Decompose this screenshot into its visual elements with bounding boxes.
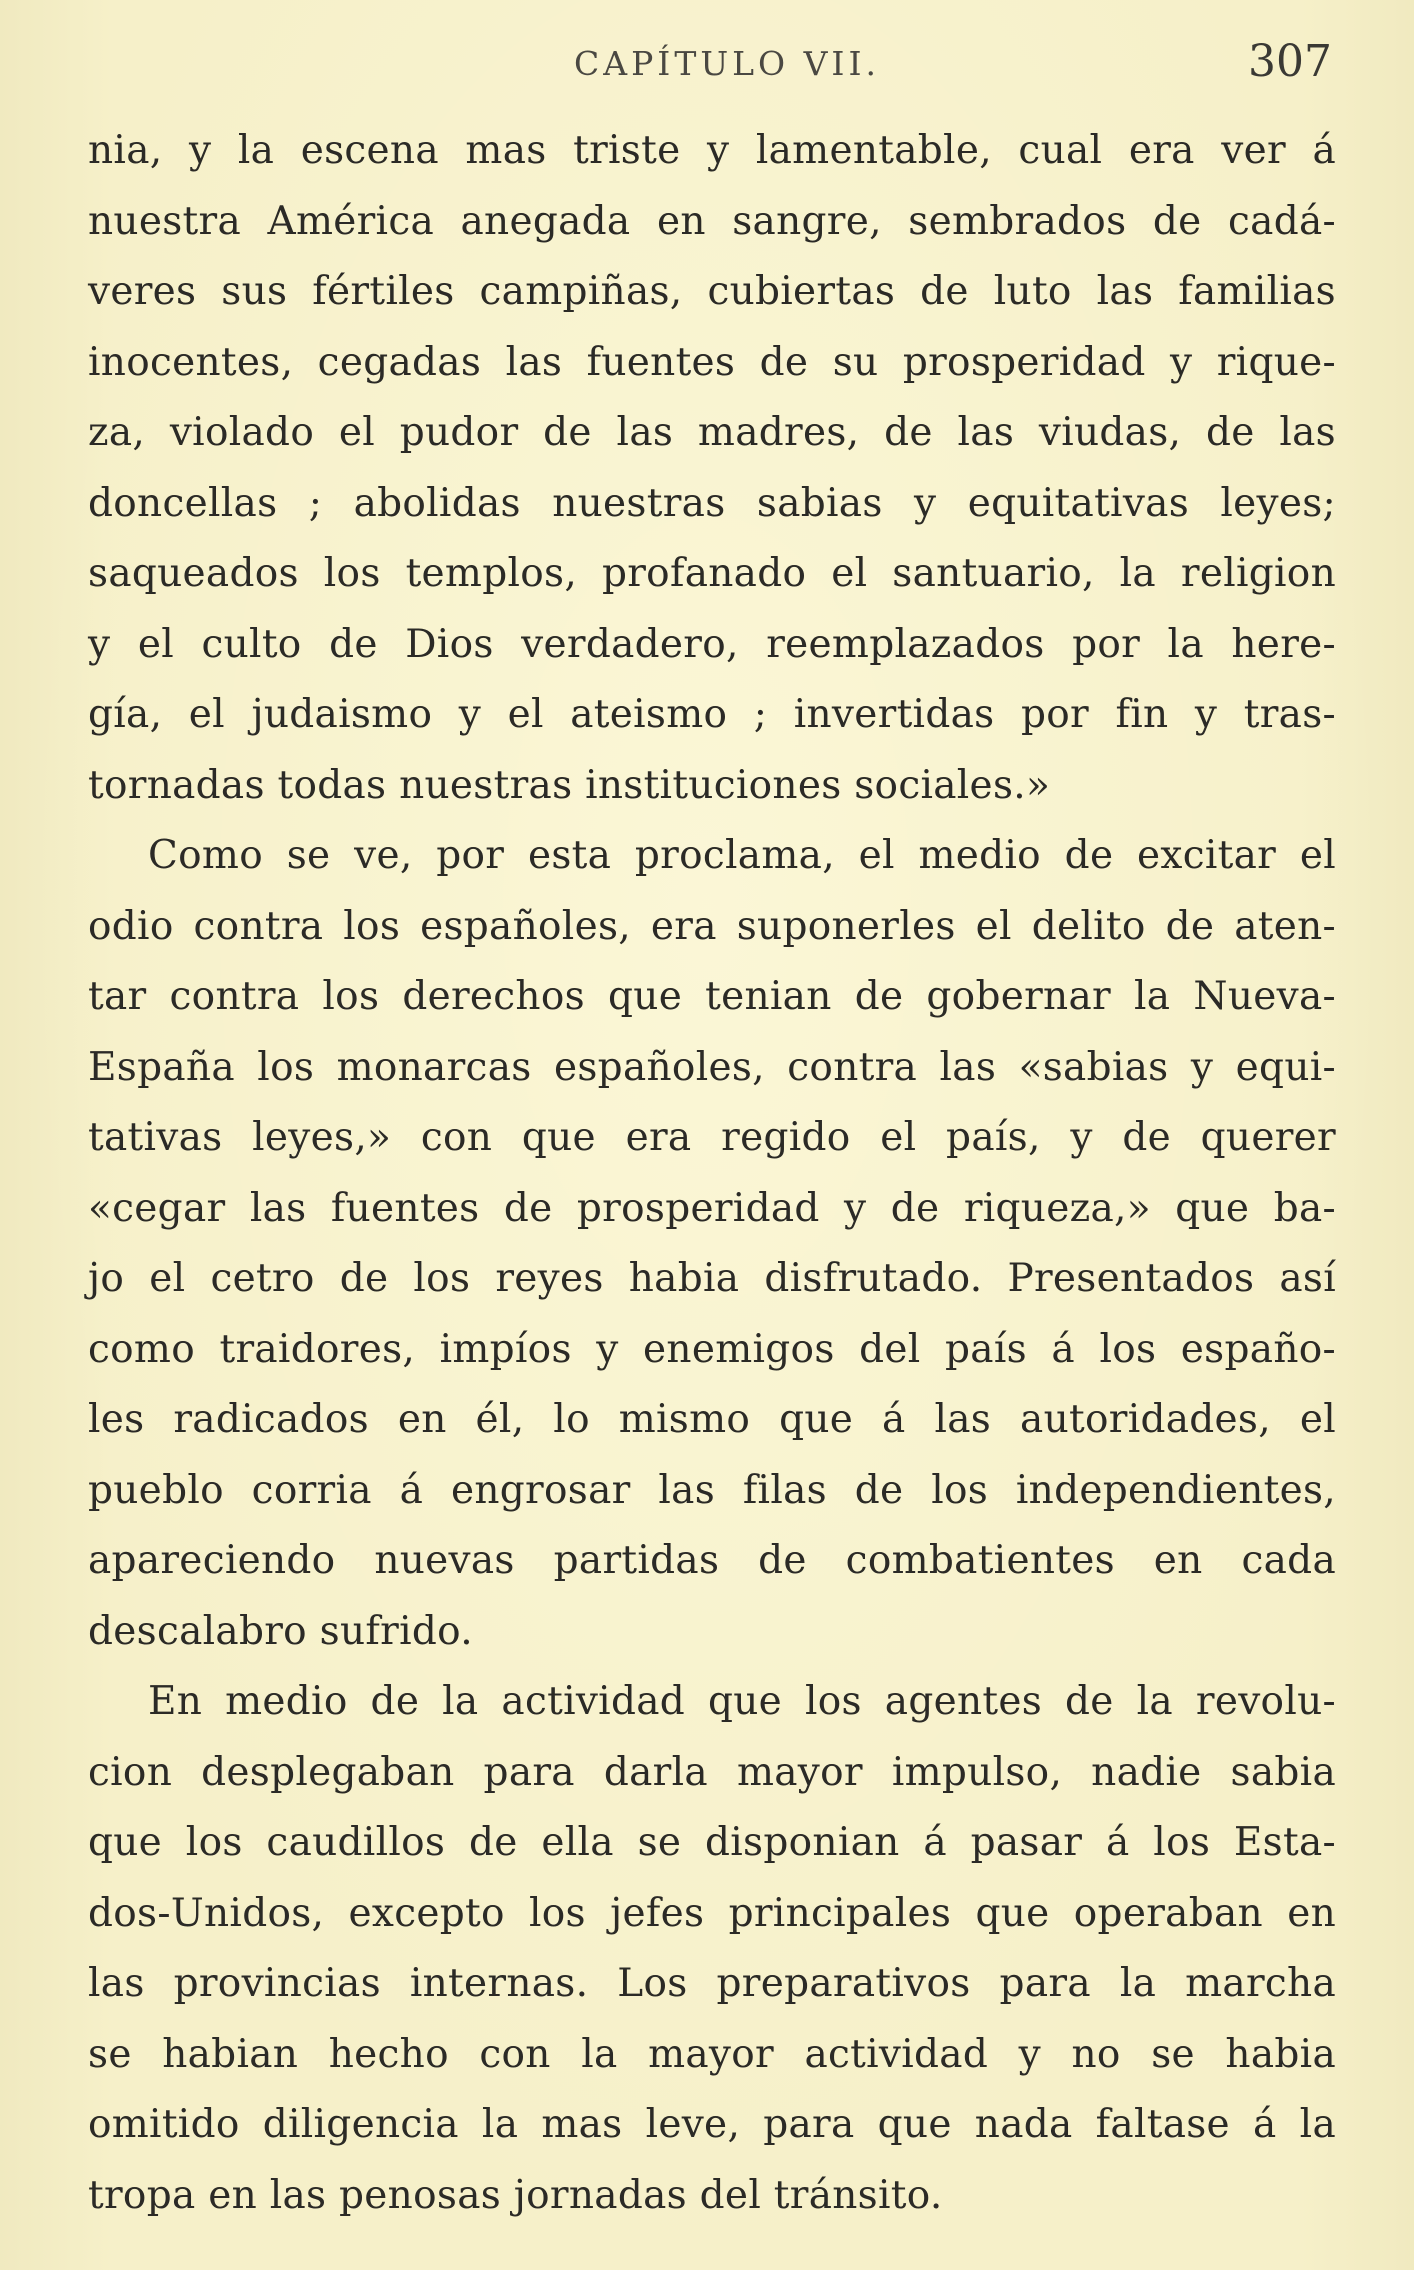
text-line: apareciendo nuevas partidas de combatientes en cada: [88, 1538, 1336, 1583]
text-line: «cegar las fuentes de prosperidad y de riqueza,» que ba-: [88, 1185, 1336, 1231]
text-line: tropa en las penosas jornadas del tránsito.: [88, 2172, 943, 2218]
text-line: como traidores, impíos y enemigos del país á los españo-: [88, 1326, 1336, 1372]
text-line: saqueados los templos, profanado el santuario, la religion: [88, 551, 1336, 596]
text-line: Como se ve, por esta proclama, el medio de excitar el: [148, 833, 1336, 878]
body-text: [88, 116, 1336, 2231]
text-line: cion desplegaban para darla mayor impulso, nadie sabia: [88, 1749, 1336, 1795]
text-line: En medio de la actividad que los agentes de la revolu-: [148, 1679, 1336, 1724]
text-line: doncellas ; abolidas nuestras sabias y equitativas leyes;: [88, 480, 1336, 526]
text-line: y el culto de Dios verdadero, reemplazados por la here-: [88, 621, 1336, 667]
text-line: tornadas todas nuestras instituciones sociales.»: [88, 762, 1051, 808]
text-line: tativas leyes,» con que era regido el país, y de querer: [88, 1115, 1336, 1160]
text-line: odio contra los españoles, era suponerles el delito de aten-: [88, 903, 1336, 949]
running-title: CAPÍTULO VII.: [574, 44, 880, 83]
text-line: que los caudillos de ella se disponian á pasar á los Esta-: [88, 1820, 1336, 1865]
text-line: descalabro sufrido.: [88, 1608, 473, 1654]
text-line: za, violado el pudor de las madres, de las viudas, de las: [88, 410, 1336, 455]
text-line: las provincias internas. Los preparativos para la marcha: [88, 1961, 1336, 2006]
text-line: tar contra los derechos que tenian de gobernar la Nueva-: [88, 974, 1336, 1019]
text-line: España los monarcas españoles, contra las «sabias y equi-: [88, 1044, 1336, 1090]
text-line: nia, y la escena mas triste y lamentable, cual era ver á: [88, 128, 1336, 173]
page-header: [88, 34, 1336, 94]
text-line: dos-Unidos, excepto los jefes principales que operaban en: [88, 1890, 1336, 1936]
text-line: veres sus fértiles campiñas, cubiertas de luto las familias: [88, 269, 1336, 314]
text-line: jo el cetro de los reyes habia disfrutado. Presentados así: [88, 1256, 1336, 1301]
text-line: gía, el judaismo y el ateismo ; invertidas por fin y tras-: [88, 692, 1336, 737]
text-line: inocentes, cegadas las fuentes de su prosperidad y rique-: [88, 339, 1336, 385]
page-number: 307: [1248, 36, 1332, 87]
text-line: nuestra América anegada en sangre, sembrados de cadá-: [88, 198, 1336, 244]
text-line: les radicados en él, lo mismo que á las autoridades, el: [88, 1397, 1336, 1442]
text-line: omitido diligencia la mas leve, para que nada faltase á la: [88, 2102, 1336, 2147]
text-line: se habian hecho con la mayor actividad y no se habia: [88, 2031, 1336, 2077]
text-line: pueblo corria á engrosar las filas de los independientes,: [88, 1467, 1336, 1513]
